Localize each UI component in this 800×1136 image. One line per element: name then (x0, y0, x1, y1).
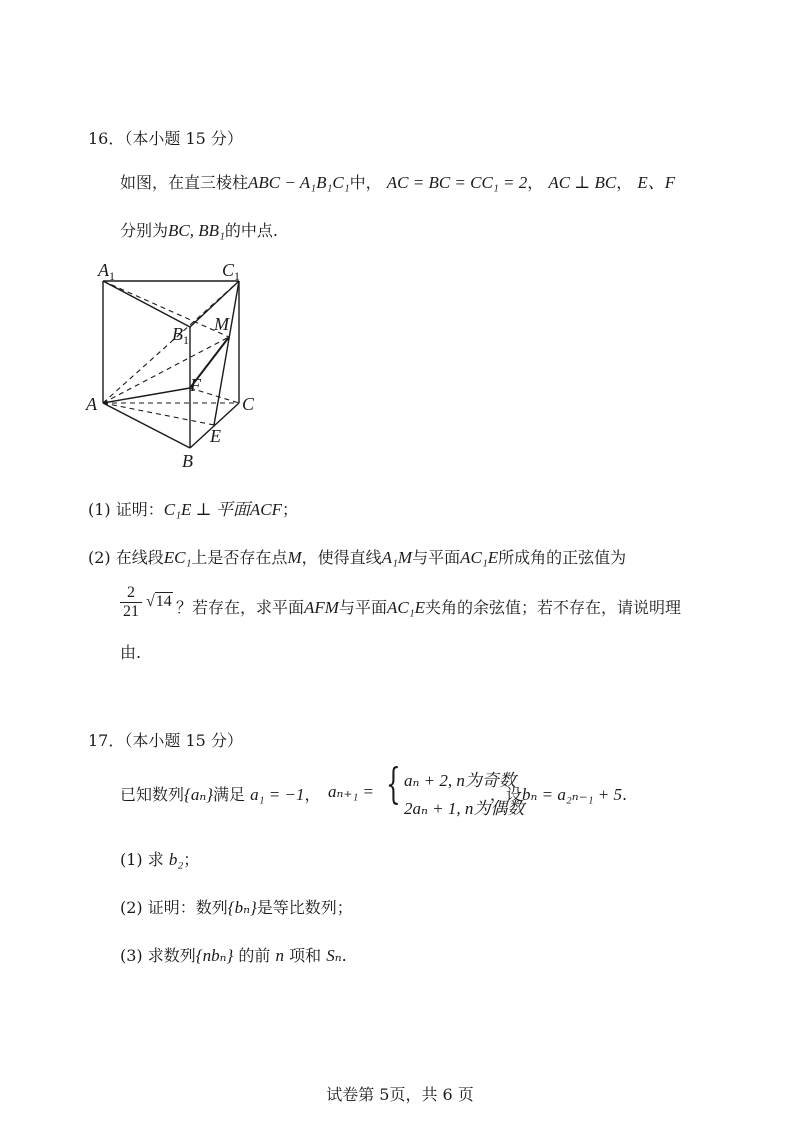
q17-part3-b: 的前 (238, 946, 271, 965)
q17-period: . (622, 785, 628, 804)
q17-a1: a₁ = −1 (250, 785, 305, 804)
q17-comma: ， (304, 785, 321, 804)
q16-sqrt: √14 (146, 593, 172, 610)
q16-line-1 (120, 168, 675, 193)
edge-a1b1 (103, 281, 190, 327)
q16-part2-c: ，使得直线 (301, 548, 382, 567)
label-b1: $B_1$ (172, 324, 189, 347)
label-c1: $C_1$ (222, 260, 241, 283)
q17-recurrence-lhs (328, 782, 374, 802)
q16-line2-b: 的中点. (224, 221, 279, 240)
q16-part1-end: ； (282, 500, 299, 519)
q17-part1-number: (1) (120, 850, 143, 869)
q16-cond-perp: AC ⊥ BC (548, 173, 617, 192)
q16-line2-a: 分别为 (120, 221, 169, 240)
q16-intro-text-1: 如图，在直三棱柱 (120, 173, 249, 192)
q17-part-3 (120, 943, 347, 966)
q17-part2-number: (2) (120, 898, 143, 917)
q16-part-2-line-3 (120, 640, 141, 663)
segment-ae-hidden (103, 403, 214, 425)
q17-case1-text: aₙ + 2, n为奇数 (404, 771, 516, 790)
label-e: E (210, 426, 221, 446)
fraction-numerator: 2 (127, 584, 135, 601)
q16-part2-number: (2) (88, 548, 111, 567)
q16-part-2-line-1 (88, 545, 626, 568)
q16-line-2 (120, 218, 278, 241)
q16-part2-i: 由. (120, 643, 142, 662)
q17-score: （本小题 15 分） (124, 731, 243, 750)
fraction-denominator: 21 (123, 603, 139, 620)
q17-part3-a: 求数列 (147, 946, 196, 965)
q17-intro-a: 已知数列 (120, 785, 185, 804)
q17-part1-end: ； (183, 850, 200, 869)
q17-part1-text: 求 (147, 850, 164, 869)
q17-part3-s: Sₙ (326, 946, 342, 965)
q16-comma-1: ， (527, 173, 544, 192)
q16-part2-ec1: EC₁ (163, 548, 192, 567)
q16-part2-e: 所成角的正弦值为 (498, 548, 627, 567)
q16-prism: ABC − A₁B₁C₁ (248, 173, 350, 192)
q16-part2-ac1e: AC₁E (460, 548, 499, 567)
q17-intro-b: 满足 (213, 785, 246, 804)
q17-part3-math: {nbₙ} (195, 946, 234, 965)
q16-part2-d: 与平面 (412, 548, 461, 567)
q17-intro-c: ，设 (490, 785, 523, 804)
q16-part2-a: 在线段 (115, 548, 164, 567)
segment-af (103, 388, 190, 403)
q16-part2-h: 夹角的余弦值；若不存在，请说明理 (425, 598, 682, 617)
q17-part1-math: b₂ (168, 850, 184, 869)
q17-line-1-right (490, 782, 627, 805)
q16-part1-number: (1) (88, 500, 111, 519)
q16-header (88, 126, 243, 149)
q16-part1-math: C₁E ⊥ 平面ACF (163, 500, 283, 519)
q16-intro-text-2: 中， (349, 173, 382, 192)
q17-rec-lhs: aₙ₊₁ = (328, 782, 374, 801)
label-m: M (214, 314, 229, 334)
label-f: F (190, 375, 201, 395)
q17-seq-an: {aₙ} (184, 785, 214, 804)
q16-part2-a1m: A₁M (381, 548, 413, 567)
q16-score: （本小题 15 分） (124, 129, 243, 148)
sqrt-argument: 14 (155, 593, 172, 610)
q16-part2-g: 与平面 (338, 598, 387, 617)
q17-part2-end: 是等比数列； (256, 898, 353, 917)
q16-number: 16． (88, 129, 125, 148)
q16-points-ef: E、F (637, 173, 676, 192)
footer-text: 试卷第 5页，共 6 页 (326, 1085, 474, 1104)
page-footer (0, 1082, 800, 1105)
q17-case2-text: 2aₙ + 1, n为偶数 (404, 799, 525, 818)
q16-part1-text: 证明： (115, 500, 164, 519)
q16-part2-ac1e-2: AC₁E (386, 598, 425, 617)
q17-part-1 (120, 847, 199, 870)
q16-part2-m: M (287, 548, 302, 567)
q17-header (88, 728, 243, 751)
q16-fraction (118, 584, 144, 621)
q17-part3-end: . (341, 946, 347, 965)
q17-part3-number: (3) (120, 946, 143, 965)
label-b: B (182, 451, 193, 471)
q16-segments: BC, BB₁ (168, 221, 225, 240)
q17-part-2 (120, 895, 353, 918)
prism-figure (80, 255, 280, 475)
q17-number: 17． (88, 731, 125, 750)
q16-comma-2: ， (616, 173, 633, 192)
q16-part2-b: 上是否存在点 (191, 548, 288, 567)
q16-cond-lengths: AC = BC = CC₁ = 2 (386, 173, 528, 192)
label-a1: $A_1$ (98, 260, 115, 283)
q17-line-1-left (120, 782, 321, 805)
q16-part2-afm: AFM (304, 598, 339, 617)
label-a: A (86, 394, 97, 414)
q17-part2-text: 证明：数列 (147, 898, 228, 917)
q17-brace: { (386, 759, 401, 808)
q17-part3-c: 项和 (289, 946, 322, 965)
q16-part2-f: ？若存在，求平面 (176, 598, 305, 617)
q17-part3-n: n (275, 946, 284, 965)
q17-part2-math: {bₙ} (227, 898, 257, 917)
q17-bn-def: bₙ = a₂ₙ₋₁ + 5 (522, 785, 623, 804)
q16-part-2-line-2 (176, 595, 681, 618)
label-c: C (242, 394, 255, 414)
edge-ab (103, 403, 190, 448)
q16-part-1 (88, 495, 298, 520)
